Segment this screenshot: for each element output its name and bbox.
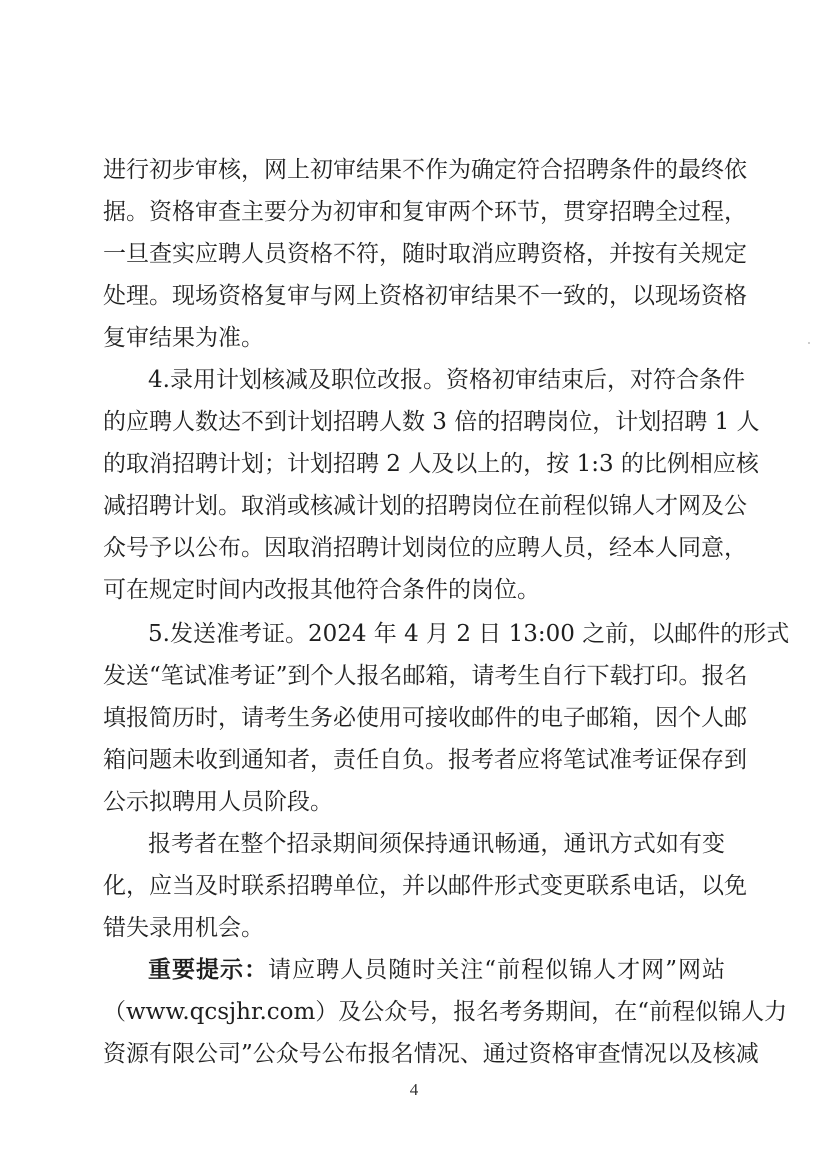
paragraph-1-line-5: 复审结果为准。	[103, 325, 264, 351]
paragraph-1-line-3: 一旦查实应聘人员资格不符，随时取消应聘资格，并按有关规定	[103, 241, 747, 267]
important-notice-text: 请应聘人员随时关注“前程似锦人才网”网站	[268, 957, 725, 983]
paragraph-1-line-1: 进行初步审核，网上初审结果不作为确定符合招聘条件的最终依	[103, 157, 747, 183]
important-notice-line-1	[148, 948, 725, 992]
page-number: 4	[409, 1080, 419, 1099]
paragraph-2-line-5: 众号予以公布。因取消招聘计划岗位的应聘人员，经本人同意，	[103, 535, 747, 561]
paragraph-3-line-4: 箱问题未收到通知者，责任自负。报考者应将笔试准考证保存到	[103, 747, 747, 773]
paragraph-2-line-4: 减招聘计划。取消或核减计划的招聘岗位在前程似锦人才网及公	[103, 493, 747, 519]
paragraph-4-line-1: 报考者在整个招录期间须保持通讯畅通，通讯方式如有变	[148, 831, 725, 857]
paragraph-1-line-2: 据。资格审查主要分为初审和复审两个环节，贯穿招聘全过程，	[103, 199, 747, 225]
paragraph-4-line-3: 错失录用机会。	[103, 915, 264, 941]
paragraph-4-line-2: 化，应当及时联系招聘单位，并以邮件形式变更联系电话，以免	[103, 873, 747, 899]
paragraph-3-line-3: 填报简历时，请考生务必使用可接收邮件的电子邮箱，因个人邮	[103, 705, 747, 731]
important-notice-line-2: （www.qcsjhr.com）及公众号，报名考务期间，在“前程似锦人力	[103, 999, 788, 1025]
paragraph-3-line-1: 5.发送准考证。2024 年 4 月 2 日 13:00 之前，以邮件的形式	[148, 621, 790, 647]
important-notice-line-3: 资源有限公司”公众号公布报名情况、通过资格审查情况以及核减	[103, 1041, 759, 1067]
paragraph-3-line-5: 公示拟聘用人员阶段。	[103, 789, 333, 815]
paragraph-2-line-2: 的应聘人数达不到计划招聘人数 3 倍的招聘岗位，计划招聘 1 人	[103, 409, 760, 435]
paragraph-2-line-1: 4.录用计划核减及职位改报。资格初审结束后，对符合条件	[148, 367, 745, 393]
paragraph-3-line-2: 发送“笔试准考证”到个人报名邮箱，请考生自行下载打印。报名	[103, 663, 748, 689]
important-notice-label: 重要提示：	[148, 957, 269, 983]
paragraph-1-line-4: 处理。现场资格复审与网上资格初审结果不一致的，以现场资格	[103, 283, 747, 309]
scan-speck	[808, 342, 810, 344]
paragraph-2-line-3: 的取消招聘计划；计划招聘 2 人及以上的，按 1:3 的比例相应核	[103, 451, 759, 477]
paragraph-2-line-6: 可在规定时间内改报其他符合条件的岗位。	[103, 577, 540, 603]
